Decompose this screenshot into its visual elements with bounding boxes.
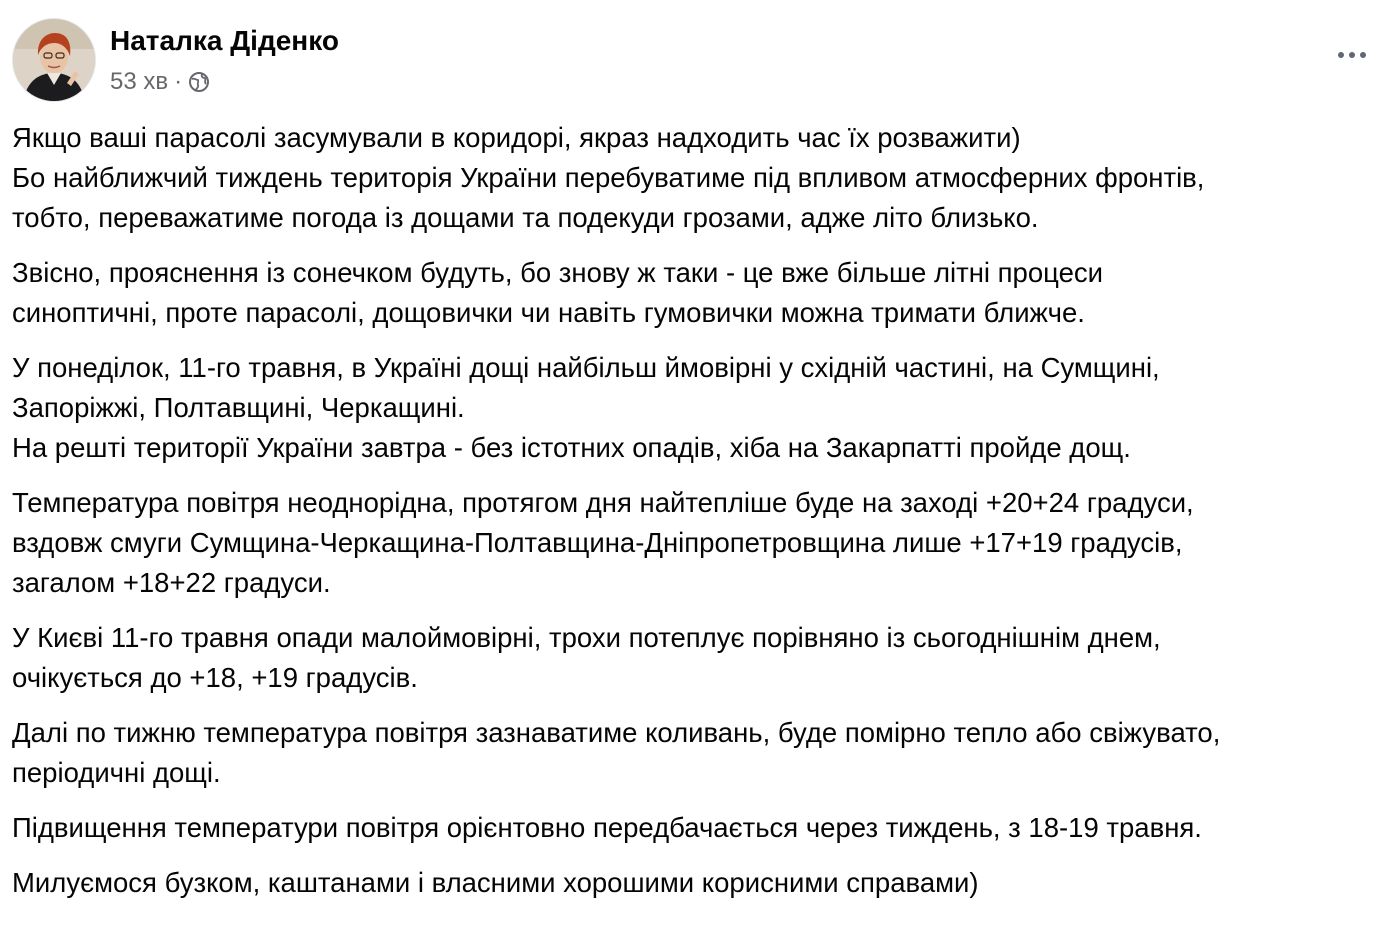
post-meta bbox=[110, 68, 210, 96]
more-dots-icon bbox=[1360, 52, 1366, 58]
post-paragraph: Якщо ваші парасолі засумували в коридорі, якраз надходить час їх розважити) Бо найближчий тиждень територія України перебуватиме під впливом атмосферних фронтів, тобто, переважатиме погода із дощами та подекуди грозами, адже літо близько. bbox=[12, 122, 1205, 233]
post-paragraph: У понеділок, 11-го травня, в Україні дощі найбільш ймовірні у східній частині, на Сумщині, Запоріжжі, Полтавщині, Черкащині. На решті території України завтра - без істотних опадів, хіба на Закарпатті пройде дощ. bbox=[12, 352, 1160, 463]
author-avatar[interactable] bbox=[12, 18, 96, 102]
more-dots-icon bbox=[1349, 52, 1355, 58]
avatar-photo bbox=[13, 19, 95, 101]
post-paragraph: У Києві 11-го травня опади малоймовірні, трохи потеплує порівняно із сьогоднішнім днем, очікується до +18, +19 градусів. bbox=[12, 622, 1161, 693]
post-paragraph: Звісно, прояснення із сонечком будуть, бо знову ж таки - це вже більше літні процеси синоптичні, проте парасолі, дощовички чи навіть гумовички можна тримати ближче. bbox=[12, 257, 1103, 328]
post-paragraph: Підвищення температури повітря орієнтовно передбачається через тиждень, з 18-19 травня. bbox=[12, 812, 1202, 843]
post-paragraph: Милуємося бузком, каштанами і власними хорошими корисними справами) bbox=[12, 867, 979, 898]
post-paragraph: Далі по тижню температура повітря зазнаватиме коливань, буде помірно тепло або свіжувато, періодичні дощі. bbox=[12, 717, 1221, 788]
post-header bbox=[12, 18, 1388, 104]
more-dots-icon bbox=[1338, 52, 1344, 58]
author-name[interactable]: Наталка Діденко bbox=[110, 25, 339, 56]
meta-separator: · bbox=[174, 68, 183, 95]
post-timestamp[interactable]: 53 хв bbox=[110, 68, 169, 95]
globe-icon[interactable] bbox=[188, 71, 210, 93]
post-paragraph: Температура повітря неоднорідна, протягом дня найтепліше буде на заході +20+24 градуси, вздовж смуги Сумщина-Черкащина-Полтавщина-Дніпропетровщина лише +17+19 градусів, загалом +18+22 градуси. bbox=[12, 487, 1194, 598]
more-options-button[interactable] bbox=[1330, 40, 1374, 70]
post-text bbox=[12, 118, 1382, 918]
